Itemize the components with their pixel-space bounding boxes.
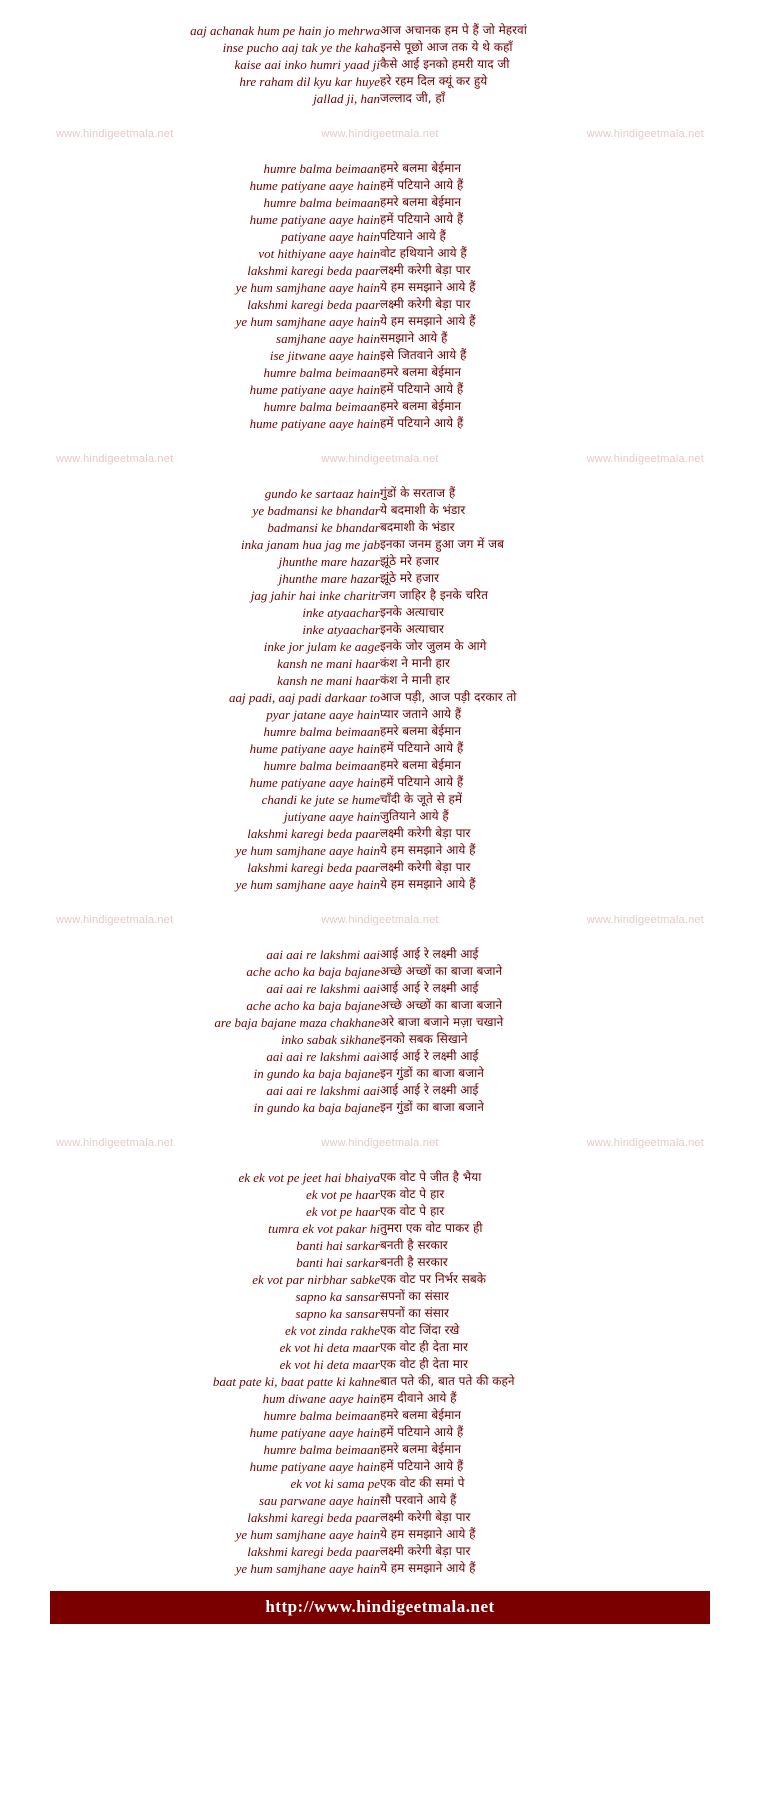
block-spacer-bottom bbox=[50, 142, 710, 160]
lyrics-roman: humre balma beimaan bbox=[263, 1408, 380, 1423]
lyrics-devanagari: चाँदी के जूते से हमें bbox=[380, 792, 463, 806]
lyrics-roman: ye hum samjhane aaye hain bbox=[235, 877, 380, 892]
watermark-text: www.hindigeetmala.net bbox=[56, 913, 174, 926]
lyrics-devanagari: लक्ष्मी करेगी बेड़ा पार bbox=[380, 860, 471, 874]
lyrics-row bbox=[50, 997, 710, 1014]
lyrics-row bbox=[50, 963, 710, 980]
lyrics-devanagari: हमें पटियाने आये हैं bbox=[380, 212, 464, 226]
lyrics-roman: kaise aai inko humri yaad ji bbox=[234, 57, 380, 72]
lyrics-roman: hre raham dil kyu kar huye bbox=[239, 74, 380, 89]
lyrics-devanagari: कैसे आई इनको हमरी याद जी bbox=[380, 57, 510, 71]
lyrics-roman: hume patiyane aaye hain bbox=[249, 178, 380, 193]
lyrics-row bbox=[50, 1082, 710, 1099]
lyrics-devanagari: गुंडों के सरताज हैं bbox=[380, 486, 456, 500]
top-spacer bbox=[0, 0, 760, 22]
lyrics-roman: hume patiyane aaye hain bbox=[249, 775, 380, 790]
lyrics-devanagari: कंश ने मानी हार bbox=[380, 673, 450, 687]
lyrics-devanagari: लक्ष्मी करेगी बेड़ा पार bbox=[380, 1510, 471, 1524]
lyrics-row bbox=[50, 621, 710, 638]
lyrics-devanagari: जुतियाने आये हैं bbox=[380, 809, 449, 823]
lyrics-roman: hum diwane aaye hain bbox=[262, 1391, 380, 1406]
lyrics-row bbox=[50, 39, 710, 56]
lyrics-roman: ek vot hi deta maar bbox=[279, 1340, 380, 1355]
watermark-row bbox=[50, 450, 710, 467]
lyrics-devanagari: वोट हथियाने आये हैं bbox=[380, 246, 467, 260]
lyrics-roman: pyar jatane aaye hain bbox=[266, 707, 380, 722]
lyrics-row bbox=[50, 1407, 710, 1424]
lyrics-row bbox=[50, 160, 710, 177]
lyrics-row bbox=[50, 706, 710, 723]
lyrics-devanagari: इनके अत्याचार bbox=[380, 605, 444, 619]
lyrics-devanagari: सपनों का संसार bbox=[380, 1289, 449, 1303]
lyrics-roman: patiyane aaye hain bbox=[281, 229, 380, 244]
lyrics-roman: lakshmi karegi beda paar bbox=[247, 826, 380, 841]
lyrics-roman: ye hum samjhane aaye hain bbox=[235, 843, 380, 858]
lyrics-row bbox=[50, 980, 710, 997]
lyrics-roman: aai aai re lakshmi aai bbox=[266, 981, 380, 996]
lyrics-roman: ise jitwane aaye hain bbox=[269, 348, 380, 363]
lyrics-roman: lakshmi karegi beda paar bbox=[247, 263, 380, 278]
lyrics-roman: lakshmi karegi beda paar bbox=[247, 297, 380, 312]
lyrics-devanagari: इनको सबक सिखाने bbox=[380, 1032, 468, 1046]
lyrics-devanagari: लक्ष्मी करेगी बेड़ा पार bbox=[380, 826, 471, 840]
lyrics-row bbox=[50, 570, 710, 587]
site-footer[interactable] bbox=[50, 1591, 710, 1624]
lyrics-row bbox=[50, 90, 710, 107]
lyrics-row bbox=[50, 1543, 710, 1560]
lyrics-row bbox=[50, 1099, 710, 1116]
lyrics-roman: ye badmansi ke bhandar bbox=[252, 503, 380, 518]
lyrics-devanagari: हरे रहम दिल क्यूं कर हुये bbox=[380, 74, 488, 88]
lyrics-roman: ek vot hi deta maar bbox=[279, 1357, 380, 1372]
lyrics-devanagari: हमें पटियाने आये हैं bbox=[380, 382, 464, 396]
lyrics-row bbox=[50, 1065, 710, 1082]
lyrics-devanagari: बदमाशी के भंडार bbox=[380, 520, 455, 534]
lyrics-devanagari: ये हम समझाने आये हैं bbox=[380, 877, 476, 891]
lyrics-row bbox=[50, 245, 710, 262]
lyrics-devanagari: हमें पटियाने आये हैं bbox=[380, 1425, 464, 1439]
lyrics-devanagari: हमें पटियाने आये हैं bbox=[380, 741, 464, 755]
lyrics-devanagari: लक्ष्मी करेगी बेड़ा पार bbox=[380, 297, 471, 311]
lyrics-row bbox=[50, 808, 710, 825]
lyrics-devanagari: हमरे बलमा बेईमान bbox=[380, 1408, 462, 1422]
lyrics-devanagari: बात पते की, बात पते की कहने bbox=[380, 1374, 515, 1388]
lyrics-row bbox=[50, 1560, 710, 1577]
lyrics-row bbox=[50, 946, 710, 963]
lyrics-devanagari: इनके अत्याचार bbox=[380, 622, 444, 636]
lyrics-devanagari: एक वोट ही देता मार bbox=[380, 1340, 468, 1354]
lyrics-devanagari: हमरे बलमा बेईमान bbox=[380, 724, 462, 738]
lyrics-roman: chandi ke jute se hume bbox=[261, 792, 380, 807]
lyrics-devanagari: ये हम समझाने आये हैं bbox=[380, 843, 476, 857]
lyrics-row bbox=[50, 502, 710, 519]
lyrics-devanagari: हमरे बलमा बेईमान bbox=[380, 399, 462, 413]
lyrics-roman: hume patiyane aaye hain bbox=[249, 741, 380, 756]
lyrics-devanagari: ये बदमाशी के भंडार bbox=[380, 503, 466, 517]
lyrics-row bbox=[50, 398, 710, 415]
lyrics-row bbox=[50, 1271, 710, 1288]
lyrics-roman: ye hum samjhane aaye hain bbox=[235, 280, 380, 295]
lyrics-devanagari: अच्छे अच्छों का बाजा बजाने bbox=[380, 964, 503, 978]
lyrics-roman: inke jor julam ke aage bbox=[263, 639, 380, 654]
lyrics-devanagari: एक वोट पे हार bbox=[380, 1187, 445, 1201]
lyrics-roman: sau parwane aaye hain bbox=[259, 1493, 380, 1508]
lyrics-row bbox=[50, 1220, 710, 1237]
lyrics-devanagari: प्यार जताने आये हैं bbox=[380, 707, 462, 721]
lyrics-devanagari: समझाने आये हैं bbox=[380, 331, 448, 345]
lyrics-devanagari: एक वोट ही देता मार bbox=[380, 1357, 468, 1371]
lyrics-roman: ek ek vot pe jeet hai bhaiya bbox=[238, 1170, 380, 1185]
lyrics-row bbox=[50, 73, 710, 90]
lyrics-devanagari: अच्छे अच्छों का बाजा बजाने bbox=[380, 998, 503, 1012]
lyrics-devanagari: हमें पटियाने आये हैं bbox=[380, 416, 464, 430]
lyrics-devanagari: झूंठे मरे हजार bbox=[380, 554, 440, 568]
lyrics-roman: inko sabak sikhane bbox=[281, 1032, 380, 1047]
lyrics-devanagari: जग जाहिर है इनके चरित bbox=[380, 588, 488, 602]
watermark-text: www.hindigeetmala.net bbox=[321, 913, 439, 926]
watermark-text: www.hindigeetmala.net bbox=[321, 127, 439, 140]
lyrics-devanagari: आई आई रे लक्ष्मी आई bbox=[380, 981, 479, 995]
watermark-text: www.hindigeetmala.net bbox=[56, 452, 174, 465]
lyrics-row bbox=[50, 1305, 710, 1322]
lyrics-devanagari: हमरे बलमा बेईमान bbox=[380, 161, 462, 175]
lyrics-roman: jhunthe mare hazar bbox=[278, 571, 380, 586]
lyrics-roman: aaj achanak hum pe hain jo mehrwa bbox=[190, 23, 380, 38]
lyrics-row bbox=[50, 1441, 710, 1458]
block-spacer-top bbox=[50, 107, 710, 125]
lyrics-devanagari: इन गुंडों का बाजा बजाने bbox=[380, 1066, 484, 1080]
lyrics-row bbox=[50, 825, 710, 842]
lyrics-roman: humre balma beimaan bbox=[263, 365, 380, 380]
lyrics-roman: inse pucho aaj tak ye the kaha bbox=[222, 40, 380, 55]
lyrics-roman: aai aai re lakshmi aai bbox=[266, 947, 380, 962]
lyrics-roman: ache acho ka baja bajane bbox=[246, 964, 380, 979]
lyrics-roman: ek vot par nirbhar sabke bbox=[252, 1272, 380, 1287]
lyrics-row bbox=[50, 1526, 710, 1543]
lyrics-devanagari: सपनों का संसार bbox=[380, 1306, 449, 1320]
lyrics-devanagari: आज अचानक हम पे हैं जो मेहरवां bbox=[380, 23, 527, 37]
lyrics-row bbox=[50, 1186, 710, 1203]
lyrics-devanagari: अरे बाजा बजाने मज़ा चखाने bbox=[380, 1015, 504, 1029]
lyrics-roman: tumra ek vot pakar hi bbox=[268, 1221, 380, 1236]
block-spacer-bottom bbox=[50, 928, 710, 946]
watermark-row bbox=[50, 1134, 710, 1151]
lyrics-row bbox=[50, 279, 710, 296]
lyrics-devanagari: झूंठे मरे हजार bbox=[380, 571, 440, 585]
lyrics-devanagari: हमें पटियाने आये हैं bbox=[380, 1459, 464, 1473]
lyrics-roman: hume patiyane aaye hain bbox=[249, 382, 380, 397]
lyrics-devanagari: इनका जनम हुआ जग में जब bbox=[380, 537, 504, 551]
lyrics-roman: aai aai re lakshmi aai bbox=[266, 1083, 380, 1098]
lyrics-row bbox=[50, 604, 710, 621]
lyrics-row bbox=[50, 415, 710, 432]
lyrics-roman: ye hum samjhane aaye hain bbox=[235, 1561, 380, 1576]
lyrics-row bbox=[50, 587, 710, 604]
lyrics-row bbox=[50, 1356, 710, 1373]
lyrics-row bbox=[50, 56, 710, 73]
lyrics-devanagari: एक वोट पर निर्भर सबके bbox=[380, 1272, 486, 1286]
lyrics-row bbox=[50, 1390, 710, 1407]
lyrics-roman: kansh ne mani haar bbox=[277, 656, 380, 671]
lyrics-roman: hume patiyane aaye hain bbox=[249, 416, 380, 431]
block-spacer-bottom bbox=[50, 467, 710, 485]
lyrics-roman: ek vot zinda rakhe bbox=[285, 1323, 380, 1338]
lyrics-devanagari: इनके जोर जुलम के आगे bbox=[380, 639, 487, 653]
lyrics-devanagari: लक्ष्मी करेगी बेड़ा पार bbox=[380, 1544, 471, 1558]
lyrics-roman: humre balma beimaan bbox=[263, 161, 380, 176]
lyrics-roman: sapno ka sansar bbox=[295, 1306, 380, 1321]
lyrics-devanagari: आई आई रे लक्ष्मी आई bbox=[380, 947, 479, 961]
lyrics-devanagari: इसे जितवाने आये हैं bbox=[380, 348, 467, 362]
lyrics-row bbox=[50, 791, 710, 808]
lyrics-devanagari: हमरे बलमा बेईमान bbox=[380, 758, 462, 772]
lyrics-devanagari: इन गुंडों का बाजा बजाने bbox=[380, 1100, 484, 1114]
lyrics-devanagari: तुमरा एक वोट पाकर ही bbox=[380, 1221, 483, 1235]
lyrics-row bbox=[50, 1237, 710, 1254]
lyrics-row bbox=[50, 757, 710, 774]
lyrics-roman: inke atyaachar bbox=[302, 622, 380, 637]
lyrics-row bbox=[50, 1048, 710, 1065]
watermark-text: www.hindigeetmala.net bbox=[321, 1136, 439, 1149]
lyrics-roman: are baja bajane maza chakhane bbox=[214, 1015, 380, 1030]
lyrics-roman: ek vot pe haar bbox=[305, 1204, 380, 1219]
lyrics-row bbox=[50, 1254, 710, 1271]
lyrics-roman: ek vot pe haar bbox=[305, 1187, 380, 1202]
watermark-text: www.hindigeetmala.net bbox=[586, 127, 704, 140]
lyrics-row bbox=[50, 313, 710, 330]
lyrics-row bbox=[50, 330, 710, 347]
lyrics-row bbox=[50, 1339, 710, 1356]
lyrics-roman: lakshmi karegi beda paar bbox=[247, 860, 380, 875]
lyrics-roman: baat pate ki, baat patte ki kahne bbox=[212, 1374, 380, 1389]
lyrics-roman: humre balma beimaan bbox=[263, 399, 380, 414]
lyrics-roman: humre balma beimaan bbox=[263, 195, 380, 210]
lyrics-devanagari: एक वोट पे हार bbox=[380, 1204, 445, 1218]
lyrics-row bbox=[50, 672, 710, 689]
lyrics-roman: humre balma beimaan bbox=[263, 758, 380, 773]
block-spacer-top bbox=[50, 1116, 710, 1134]
lyrics-roman: jag jahir hai inke charitr bbox=[250, 588, 380, 603]
lyrics-roman: hume patiyane aaye hain bbox=[249, 1459, 380, 1474]
block-spacer-bottom bbox=[50, 1151, 710, 1169]
lyrics-row bbox=[50, 1014, 710, 1031]
lyrics-row bbox=[50, 1475, 710, 1492]
lyrics-row bbox=[50, 519, 710, 536]
lyrics-devanagari: बनती है सरकार bbox=[380, 1255, 448, 1269]
lyrics-roman: inke atyaachar bbox=[302, 605, 380, 620]
lyrics-row bbox=[50, 296, 710, 313]
lyrics-devanagari: हम दीवाने आये हैं bbox=[380, 1391, 457, 1405]
lyrics-row bbox=[50, 655, 710, 672]
watermark-text: www.hindigeetmala.net bbox=[56, 1136, 174, 1149]
lyrics-roman: hume patiyane aaye hain bbox=[249, 212, 380, 227]
lyrics-roman: ye hum samjhane aaye hain bbox=[235, 1527, 380, 1542]
lyrics-row bbox=[50, 1509, 710, 1526]
lyrics-roman: aaj padi, aaj padi darkaar to bbox=[229, 690, 380, 705]
lyrics-roman: in gundo ka baja bajane bbox=[253, 1100, 380, 1115]
lyrics-row bbox=[50, 876, 710, 893]
lyrics-devanagari: एक वोट जिंदा रखे bbox=[380, 1323, 460, 1337]
lyrics-row bbox=[50, 774, 710, 791]
lyrics-roman: samjhane aaye hain bbox=[276, 331, 380, 346]
watermark-text: www.hindigeetmala.net bbox=[586, 1136, 704, 1149]
lyrics-row bbox=[50, 177, 710, 194]
lyrics-devanagari: हमरे बलमा बेईमान bbox=[380, 1442, 462, 1456]
lyrics-roman: inka janam hua jag me jab bbox=[240, 537, 380, 552]
lyrics-row bbox=[50, 689, 710, 706]
lyrics-devanagari: ये हम समझाने आये हैं bbox=[380, 1527, 476, 1541]
lyrics-roman: jutiyane aaye hain bbox=[283, 809, 380, 824]
lyrics-row bbox=[50, 194, 710, 211]
lyrics-devanagari: एक वोट पे जीत है भैया bbox=[380, 1170, 482, 1184]
lyrics-row bbox=[50, 1169, 710, 1186]
lyrics-roman: aai aai re lakshmi aai bbox=[266, 1049, 380, 1064]
lyrics-row bbox=[50, 381, 710, 398]
lyrics-roman: badmansi ke bhandar bbox=[267, 520, 380, 535]
watermark-text: www.hindigeetmala.net bbox=[321, 452, 439, 465]
lyrics-row bbox=[50, 211, 710, 228]
lyrics-devanagari: जल्लाद जी, हाँ bbox=[380, 91, 445, 105]
lyrics-row bbox=[50, 842, 710, 859]
lyrics-devanagari: आज पड़ी, आज पड़ी दरकार तो bbox=[380, 690, 517, 704]
lyrics-row bbox=[50, 740, 710, 757]
lyrics-row bbox=[50, 1203, 710, 1220]
lyrics-row bbox=[50, 553, 710, 570]
lyrics-roman: jallad ji, han bbox=[313, 91, 380, 106]
lyrics-row bbox=[50, 1288, 710, 1305]
watermark-text: www.hindigeetmala.net bbox=[56, 127, 174, 140]
lyrics-devanagari: हमरे बलमा बेईमान bbox=[380, 365, 462, 379]
watermark-text: www.hindigeetmala.net bbox=[586, 452, 704, 465]
lyrics-row bbox=[50, 1424, 710, 1441]
lyrics-roman: sapno ka sansar bbox=[295, 1289, 380, 1304]
lyrics-row bbox=[50, 723, 710, 740]
lyrics-devanagari: हमें पटियाने आये हैं bbox=[380, 178, 464, 192]
lyrics-roman: vot hithiyane aaye hain bbox=[258, 246, 380, 261]
lyrics-row bbox=[50, 485, 710, 502]
watermark-text: www.hindigeetmala.net bbox=[586, 913, 704, 926]
lyrics-row bbox=[50, 1322, 710, 1339]
lyrics-devanagari: आई आई रे लक्ष्मी आई bbox=[380, 1083, 479, 1097]
lyrics-roman: humre balma beimaan bbox=[263, 724, 380, 739]
lyrics-devanagari: इनसे पूछो आज तक ये थे कहाँ bbox=[380, 40, 513, 54]
lyrics-devanagari: सौ परवाने आये हैं bbox=[380, 1493, 457, 1507]
lyrics-row bbox=[50, 1492, 710, 1509]
lyrics-roman: jhunthe mare hazar bbox=[278, 554, 380, 569]
lyrics-devanagari: लक्ष्मी करेगी बेड़ा पार bbox=[380, 263, 471, 277]
lyrics-row bbox=[50, 638, 710, 655]
lyrics-roman: ache acho ka baja bajane bbox=[246, 998, 380, 1013]
footer-link[interactable]: http://www.hindigeetmala.net bbox=[265, 1597, 495, 1616]
lyrics-roman: gundo ke sartaaz hain bbox=[264, 486, 380, 501]
lyrics-row bbox=[50, 262, 710, 279]
lyrics-roman: humre balma beimaan bbox=[263, 1442, 380, 1457]
lyrics-roman: banti hai sarkar bbox=[296, 1255, 380, 1270]
lyrics-row bbox=[50, 1458, 710, 1475]
watermark-row bbox=[50, 125, 710, 142]
lyrics-devanagari: एक वोट की समां पे bbox=[380, 1476, 465, 1490]
lyrics-roman: in gundo ka baja bajane bbox=[253, 1066, 380, 1081]
lyrics-table bbox=[50, 22, 710, 1577]
lyrics-devanagari: ये हम समझाने आये हैं bbox=[380, 314, 476, 328]
lyrics-devanagari: हमें पटियाने आये हैं bbox=[380, 775, 464, 789]
lyrics-devanagari: कंश ने मानी हार bbox=[380, 656, 450, 670]
lyrics-row bbox=[50, 536, 710, 553]
lyrics-row bbox=[50, 364, 710, 381]
lyrics-row bbox=[50, 228, 710, 245]
block-spacer-top bbox=[50, 893, 710, 911]
lyrics-roman: kansh ne mani haar bbox=[277, 673, 380, 688]
lyrics-row bbox=[50, 347, 710, 364]
lyrics-row bbox=[50, 1031, 710, 1048]
lyrics-devanagari: ये हम समझाने आये हैं bbox=[380, 1561, 476, 1575]
lyrics-roman: banti hai sarkar bbox=[296, 1238, 380, 1253]
lyrics-row bbox=[50, 1373, 710, 1390]
lyrics-roman: lakshmi karegi beda paar bbox=[247, 1544, 380, 1559]
lyrics-row bbox=[50, 22, 710, 39]
block-spacer-top bbox=[50, 432, 710, 450]
lyrics-roman: ek vot ki sama pe bbox=[290, 1476, 380, 1491]
lyrics-devanagari: पटियाने आये हैं bbox=[380, 229, 446, 243]
lyrics-devanagari: हमरे बलमा बेईमान bbox=[380, 195, 462, 209]
lyrics-row bbox=[50, 859, 710, 876]
lyrics-roman: ye hum samjhane aaye hain bbox=[235, 314, 380, 329]
lyrics-devanagari: ये हम समझाने आये हैं bbox=[380, 280, 476, 294]
lyrics-devanagari: बनती है सरकार bbox=[380, 1238, 448, 1252]
lyrics-roman: hume patiyane aaye hain bbox=[249, 1425, 380, 1440]
watermark-row bbox=[50, 911, 710, 928]
lyrics-devanagari: आई आई रे लक्ष्मी आई bbox=[380, 1049, 479, 1063]
lyrics-roman: lakshmi karegi beda paar bbox=[247, 1510, 380, 1525]
